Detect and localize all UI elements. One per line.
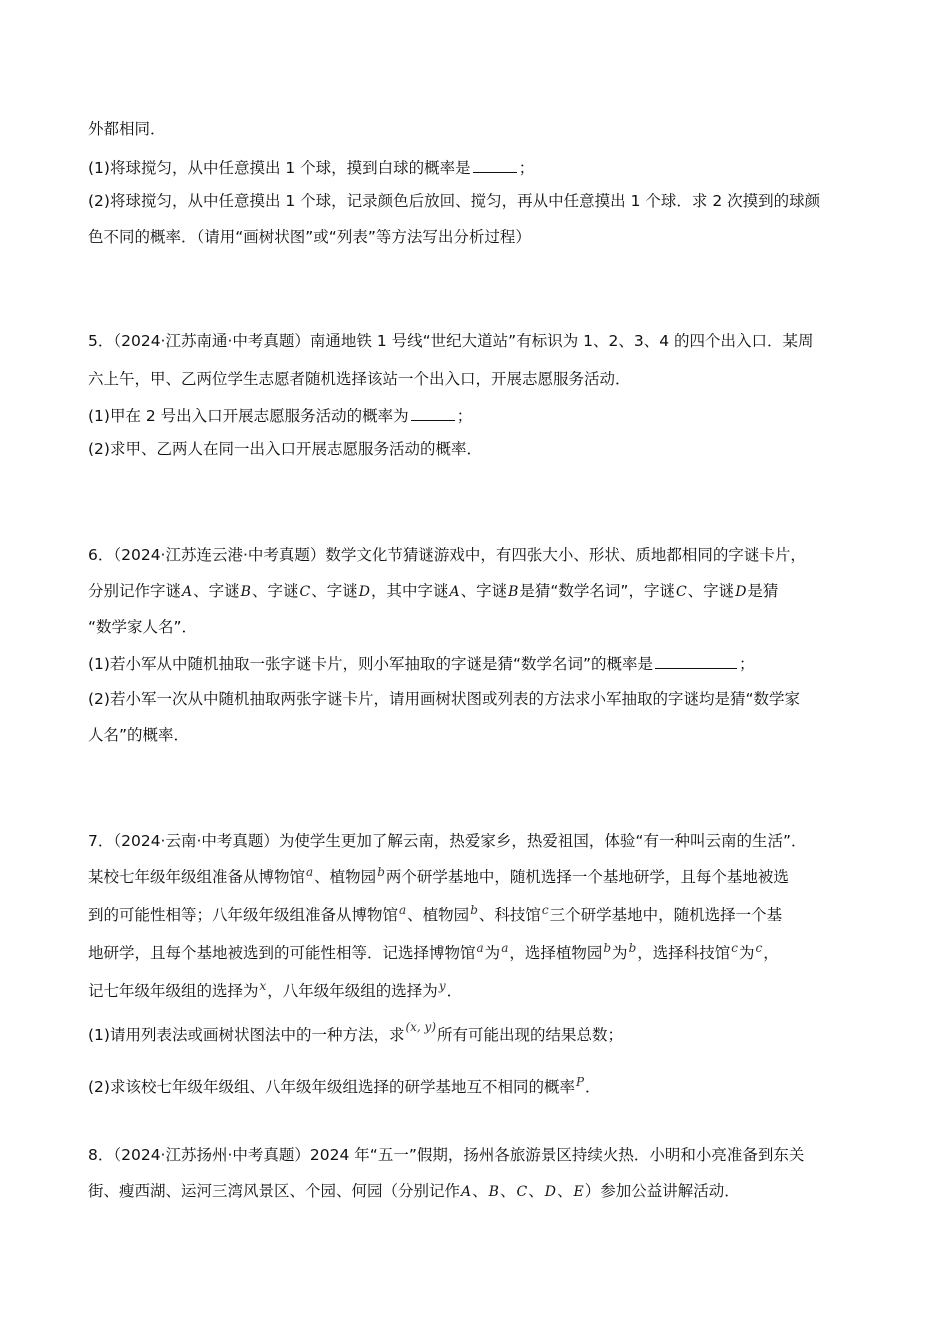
q4-part2-line2 (88, 226, 531, 248)
q5-stem-text-2: 六上午，甲、乙两位学生志愿者随机选择该站一个出入口，开展志愿服务活动． (88, 370, 631, 388)
q7-text: ， (763, 944, 779, 962)
q6-stem-line3 (88, 616, 197, 638)
q8-var-c: C (516, 1184, 528, 1200)
q7-text: ，选择植物园 (509, 944, 603, 962)
q7-stem-line1 (88, 830, 806, 852)
q4-answer-blank[interactable] (473, 156, 517, 173)
q7-part1-end: 所有可能出现的结果总数； (437, 1026, 624, 1044)
q7-text: ，八年级年级组的选择为 (267, 982, 438, 1000)
q4-part1-text: (1)将球搅匀，从中任意摸出 1 个球，摸到白球的概率是 (88, 159, 471, 177)
q4-part2-line1 (88, 190, 820, 212)
q6-part1 (88, 652, 755, 675)
q5-stem-text-1: 5．（2024·江苏南通·中考真题）南通地铁 1 号线“世纪大道站”有标识为 1、2、3、4 的四个出入口．某周 (88, 332, 814, 350)
q7-text: 地研学，且每个基地被选到的可能性相等．记选择博物馆 (88, 944, 476, 962)
q8-text: 、 (556, 1182, 573, 1200)
q7-stem-line5 (88, 980, 462, 1003)
q5-part1-end: ； (456, 407, 473, 425)
q6-text: 是猜“数学名词”，字谜 (519, 582, 675, 600)
q6-stem-text-1: 6．（2024·江苏连云港·中考真题）数学文化节猜谜游戏中，有四张大小、形状、质地都相同的字谜卡片， (88, 546, 806, 564)
q6-var-d: D (358, 584, 370, 600)
q6-var-c: C (299, 584, 311, 600)
q6-text: 、字谜 (311, 582, 358, 600)
q7-var-a: a (399, 903, 407, 917)
q8-var-a: A (461, 1184, 472, 1200)
q7-text: 为 (739, 944, 755, 962)
q7-text: 两个研学基地中，随机选择一个基地研学，且每个基地被选 (385, 868, 789, 886)
q4-part1 (88, 156, 534, 179)
q4-part2-text-1: (2)将球搅匀，从中任意摸出 1 个球，记录颜色后放回、搅匀，再从中任意摸出 1 个球．求 2 次摸到的球颜 (88, 192, 821, 210)
q8-text: 街、瘦西湖、运河三湾风景区、个园、何园（分别记作 (88, 1182, 461, 1200)
q7-part1 (88, 1020, 624, 1047)
q6-part1-text: (1)若小军从中随机抽取一张字谜卡片，则小军抽取的字谜是猜“数学名词”的概率是 (88, 655, 654, 673)
q7-text: 三个研学基地中，随机选择一个基 (549, 906, 783, 924)
q6-text: 、字谜 (460, 582, 508, 600)
q7-var-c: c (755, 941, 763, 955)
q6-part1-end: ； (739, 655, 755, 673)
q6-var-c: C (675, 584, 687, 600)
q7-var-xy: (x, y) (405, 1020, 437, 1034)
q6-stem-text-3: “数学家人名”． (88, 618, 198, 636)
q4-continuation-text: 外都相同． (88, 120, 166, 138)
q6-text: 分别记作字谜 (88, 582, 182, 600)
q6-text: 、字谜 (251, 582, 299, 600)
q7-var-y: y (438, 979, 446, 993)
q8-stem-line2 (88, 1180, 740, 1203)
q7-text: 为 (484, 944, 501, 962)
q6-text: 、字谜 (687, 582, 735, 600)
q8-var-b: B (488, 1184, 499, 1200)
q7-var-a: a (306, 865, 314, 879)
q6-stem-line2 (88, 580, 778, 603)
q8-var-d: D (544, 1184, 556, 1200)
q7-part2-end: ． (585, 1078, 601, 1096)
q6-part2-text-2: 人名”的概率． (88, 726, 190, 744)
q7-stem-line4 (88, 942, 779, 965)
q8-stem-text-1: 8．（2024·江苏扬州·中考真题）2024 年“五一”假期，扬州各旅游景区持续火热．小明和小亮准备到东关 (88, 1146, 805, 1164)
q6-part2-text-1: (2)若小军一次从中随机抽取两张字谜卡片，请用画树状图或列表的方法求小军抽取的字谜均是猜“数学家 (88, 690, 800, 708)
q7-var-b: b (628, 941, 637, 955)
q6-var-a: A (182, 584, 193, 600)
q7-text: ，选择科技馆 (637, 944, 731, 962)
q7-text: ． (446, 982, 463, 1000)
q7-part2 (88, 1076, 601, 1099)
q5-part1 (88, 404, 472, 427)
q4-continuation (88, 118, 166, 140)
q6-part2-line1 (88, 688, 800, 710)
q5-stem-line2 (88, 368, 631, 390)
q5-stem-line1 (88, 330, 814, 352)
q7-text: 为 (612, 944, 628, 962)
q6-stem-line1 (88, 544, 806, 566)
q6-text: ，其中字谜 (370, 582, 449, 600)
q8-text: 、 (528, 1182, 544, 1200)
q7-text: 到的可能性相等；八年级年级组准备从博物馆 (88, 906, 399, 924)
q7-text: 记七年级年级组的选择为 (88, 982, 259, 1000)
q7-text: 、科技馆 (478, 906, 541, 924)
q4-part2-text-2: 色不同的概率．（请用“画树状图”或“列表”等方法写出分析过程） (88, 228, 531, 246)
q5-part2 (88, 438, 482, 460)
q8-var-e: E (573, 1184, 584, 1200)
q6-var-b: B (508, 584, 519, 600)
q5-part1-text: (1)甲在 2 号出入口开展志愿服务活动的概率为 (88, 407, 409, 425)
q8-text: 、 (472, 1182, 488, 1200)
q6-var-d: D (735, 584, 747, 600)
q6-var-a: A (449, 584, 460, 600)
q7-var-b: b (470, 903, 478, 917)
q7-stem-line2 (88, 866, 789, 889)
q7-var-b: b (377, 865, 385, 879)
q5-answer-blank[interactable] (411, 404, 455, 421)
q6-text: 、字谜 (193, 582, 240, 600)
q6-answer-blank[interactable] (655, 652, 737, 669)
q8-text: 、 (499, 1182, 516, 1200)
q7-var-c: c (731, 941, 738, 955)
q4-part1-end: ； (518, 159, 535, 177)
q7-part2-text: (2)求该校七年级年级组、八年级年级组选择的研学基地互不相同的概率 (88, 1078, 575, 1096)
q7-var-b: b (603, 941, 612, 955)
q7-text: 、植物园 (407, 906, 470, 924)
q7-stem-line3 (88, 904, 782, 927)
q7-text: 某校七年级年级组准备从博物馆 (88, 868, 306, 886)
q6-part2-line2 (88, 724, 189, 746)
q7-var-a: a (476, 941, 484, 955)
q7-part1-text: (1)请用列表法或画树状图法中的一种方法，求 (88, 1026, 405, 1044)
q7-var-a: a (501, 941, 509, 955)
q8-text: ）参加公益讲解活动． (584, 1182, 740, 1200)
q5-part2-text: (2)求甲、乙两人在同一出入口开展志愿服务活动的概率． (88, 440, 482, 458)
q7-stem-text-1: 7．（2024·云南·中考真题）为使学生更加了解云南，热爱家乡，热爱祖国，体验“有一种叫云南的生活”． (88, 832, 807, 850)
q6-var-b: B (240, 584, 251, 600)
q7-var-p: P (575, 1075, 585, 1089)
q7-text: 、植物园 (314, 868, 377, 886)
q6-text: 是猜 (747, 582, 779, 600)
q8-stem-line1 (88, 1144, 804, 1166)
q7-var-x: x (259, 979, 267, 993)
q7-var-c: c (541, 903, 549, 917)
